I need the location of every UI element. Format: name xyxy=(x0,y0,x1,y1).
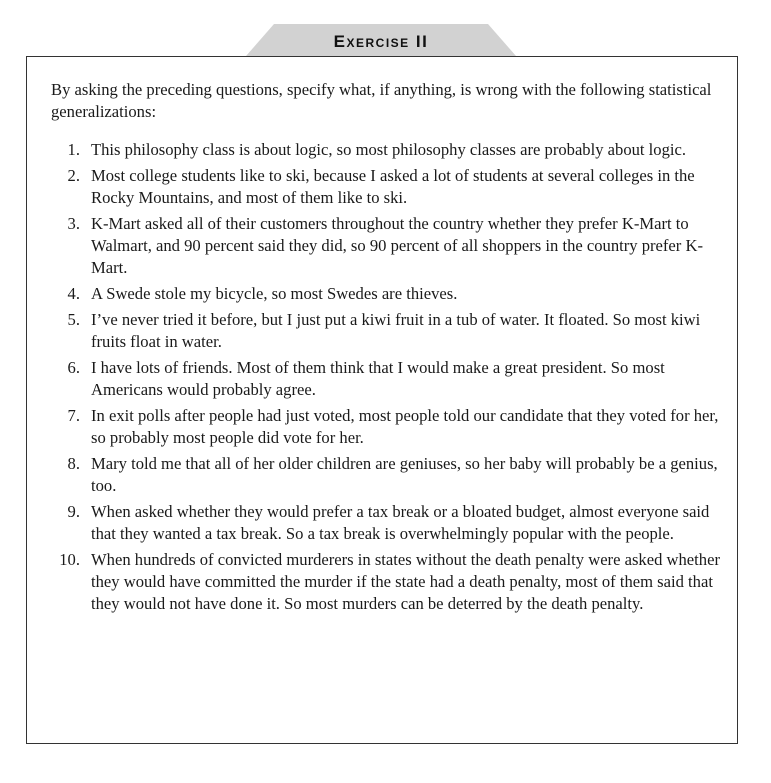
item-text: When hundreds of convicted murderers in states without the death penalty were asked whether they would have committed the murder if the state had a death penalty, most of them said that they would not have done it. So most murders can be deterred by the death penalty. xyxy=(91,550,720,613)
item-text: In exit polls after people had just voted, most people told our candidate that they voted for her, so probably most people did vote for her. xyxy=(91,406,719,447)
exercise-item xyxy=(51,549,723,615)
exercise-tab xyxy=(246,24,516,56)
item-number: 8. xyxy=(67,454,80,473)
item-text: When asked whether they would prefer a tax break or a bloated budget, almost everyone said that they wanted a tax break. So a tax break is overwhelmingly popular with the people. xyxy=(91,502,710,543)
exercise-item xyxy=(51,165,723,209)
exercise-items-list xyxy=(51,139,723,619)
item-number: 7. xyxy=(67,406,80,425)
exercise-intro: By asking the preceding questions, specify what, if anything, is wrong with the following statistical generalizations: xyxy=(51,80,712,121)
exercise-item xyxy=(51,357,723,401)
exercise-box xyxy=(26,56,738,744)
exercise-item xyxy=(51,453,723,497)
item-text: Most college students like to ski, because I asked a lot of students at several colleges in the Rocky Mountains, and most of them like to ski. xyxy=(91,166,695,207)
exercise-item xyxy=(51,283,723,305)
item-number: 4. xyxy=(67,284,80,303)
item-text: K-Mart asked all of their customers throughout the country whether they prefer K-Mart to Walmart, and 90 percent said they did, so 90 percent of all shoppers in the country prefer K-Mart. xyxy=(91,214,703,277)
exercise-title: Exercise II xyxy=(333,32,429,51)
item-number: 3. xyxy=(67,214,80,233)
item-text: I’ve never tried it before, but I just put a kiwi fruit in a tub of water. It floated. So most kiwi fruits float in water. xyxy=(91,310,701,351)
item-number: 10. xyxy=(59,550,80,569)
item-text: A Swede stole my bicycle, so most Swedes are thieves. xyxy=(91,284,458,303)
item-number: 1. xyxy=(67,140,80,159)
exercise-item xyxy=(51,213,723,279)
exercise-item xyxy=(51,501,723,545)
item-number: 6. xyxy=(67,358,80,377)
item-text: Mary told me that all of her older children are geniuses, so her baby will probably be a genius, too. xyxy=(91,454,718,495)
item-text: This philosophy class is about logic, so most philosophy classes are probably about logic. xyxy=(91,140,687,159)
exercise-item xyxy=(51,139,723,161)
exercise-item xyxy=(51,405,723,449)
item-number: 2. xyxy=(67,166,80,185)
item-number: 5. xyxy=(67,310,80,329)
exercise-item xyxy=(51,309,723,353)
item-text: I have lots of friends. Most of them think that I would make a great president. So most Americans would probably agree. xyxy=(91,358,665,399)
item-number: 9. xyxy=(67,502,80,521)
